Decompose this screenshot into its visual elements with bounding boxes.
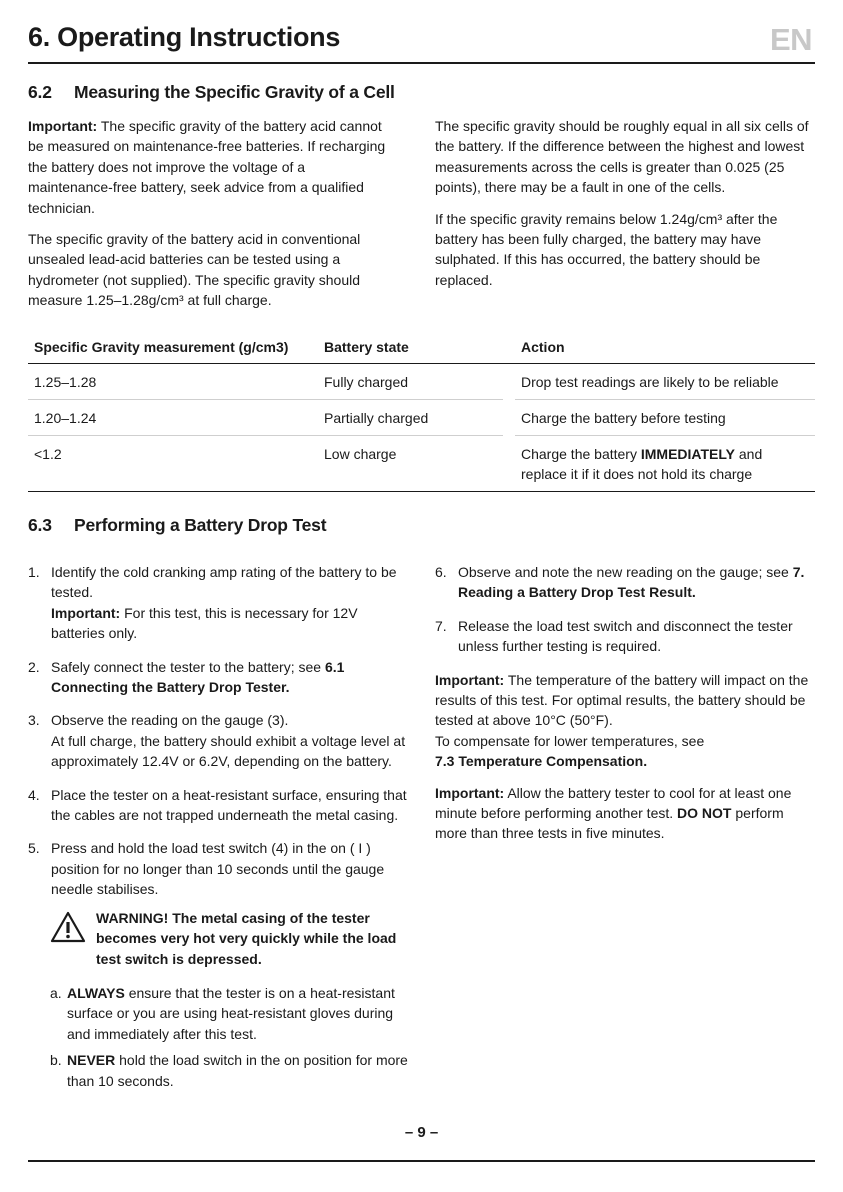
step-text: Observe and note the new reading on the gauge; see <box>458 564 793 580</box>
table-row <box>28 364 815 400</box>
section-number: 6.2 <box>28 82 52 102</box>
important-label: Important: <box>435 671 505 688</box>
step-text: Place the tester on a heat-resistant surface, ensuring that the cables are not trapped underneath the metal casing. <box>51 786 407 824</box>
list-item <box>28 562 408 644</box>
cross-reference: 6.1 Connecting the Battery Drop Tester. <box>51 658 345 696</box>
list-item <box>435 616 815 657</box>
paragraph-text: The specific gravity of the battery acid in conventional unsealed lead-acid batteries can be tested using a hydrometer (not supplied). The specific gravity should measure 1.25–1.28g/cm³ at full charge. <box>28 231 361 309</box>
language-tag: EN <box>770 22 813 57</box>
section-title: Performing a Battery Drop Test <box>74 515 327 535</box>
sg-cell: 1.25–1.28 <box>28 364 318 400</box>
step-text: Observe the reading on the gauge (3). <box>51 712 289 729</box>
table-header-row <box>28 333 815 364</box>
list-item <box>435 562 815 603</box>
list-item <box>28 657 408 698</box>
step-number: 1. <box>28 564 40 580</box>
page-number: – 9 – <box>404 1124 439 1141</box>
list-item <box>28 710 408 771</box>
action-text: Charge the battery <box>521 446 641 462</box>
table-row <box>28 400 815 436</box>
important-label: Important: <box>51 604 121 621</box>
section-title: Measuring the Specific Gravity of a Cell <box>74 82 395 102</box>
page-title: 6. Operating Instructions <box>28 22 341 52</box>
state-cell: Low charge <box>318 436 503 492</box>
title-divider <box>28 62 815 64</box>
step-text: At full charge, the battery should exhibit a voltage level at approximately 12.4V or 6.2V, depending on the battery. <box>51 732 406 770</box>
emphasis: NEVER <box>67 1052 116 1069</box>
column-header: Action <box>515 333 815 364</box>
sec62-left-column <box>28 116 393 311</box>
action-cell: Charge the battery before testing <box>515 400 815 436</box>
section-number: 6.3 <box>28 515 52 535</box>
warning-block <box>50 908 408 969</box>
step-text: Identify the cold cranking amp rating of the battery to be tested. <box>51 564 397 601</box>
important-note <box>435 783 815 844</box>
step-number: 2. <box>28 658 40 675</box>
paragraph-text: Allow the battery tester to cool for at least one minute before performing another test. <box>435 784 792 822</box>
state-cell: Partially charged <box>318 400 503 436</box>
cross-reference: 7.3 Temperature Compensation. <box>435 753 648 770</box>
footer-divider <box>28 1160 815 1162</box>
emphasis: DO NOT <box>677 805 732 822</box>
list-item <box>28 838 408 899</box>
paragraph-text: To compensate for lower temperatures, see <box>435 732 705 749</box>
warning-text: WARNING! The metal casing of the tester becomes very hot very quickly while the load test switch is depressed. <box>96 909 397 967</box>
paragraph: If the specific gravity remains below 1.24g/cm³ after the battery has been fully charged, the battery may have sulphated. If this has occurred, the battery should be replaced. <box>435 210 778 288</box>
steps-list <box>28 562 408 900</box>
sub-step-text: hold the load switch in the on position for more than 10 seconds. <box>67 1052 408 1089</box>
list-item <box>50 983 408 1044</box>
step-text: For this test, this is necessary for 12V batteries only. <box>51 604 358 642</box>
step-text: Release the load test switch and disconnect the tester unless further testing is required. <box>458 617 793 655</box>
table-row <box>28 436 815 492</box>
sg-cell: 1.20–1.24 <box>28 400 318 436</box>
step-number: 6. <box>435 564 447 580</box>
step-number: 7. <box>435 617 447 634</box>
sec63-left-column <box>28 562 408 1097</box>
section-6-3-heading <box>28 515 326 536</box>
warning-triangle-icon <box>50 911 86 943</box>
steps-list <box>435 562 815 657</box>
step-number: 4. <box>28 786 40 803</box>
section-6-2-heading <box>28 82 395 103</box>
sub-step-text: ensure that the tester is on a heat-resistant surface or you are using heat-resistant gloves during and immediately after this test. <box>67 984 395 1042</box>
paragraph: The specific gravity should be roughly equal in all six cells of the battery. If the difference between the highest and lowest measurements across the cells is greater than 0.025 (25 points), there may be a fault in one of the cells. <box>435 118 809 196</box>
paragraph <box>28 116 393 218</box>
important-label: Important: <box>28 118 98 134</box>
list-item <box>28 785 408 826</box>
important-note <box>435 670 815 772</box>
cross-reference: 7. Reading a Battery Drop Test Result. <box>458 564 805 601</box>
paragraph-text: The temperature of the battery will impact on the results of this test. For optimal results, the battery should be tested at above 10°C (50°F). <box>435 671 809 729</box>
step-text: Safely connect the tester to the battery; see <box>51 658 325 675</box>
emphasis: ALWAYS <box>67 984 125 1001</box>
paragraph <box>28 229 393 311</box>
action-cell: Drop test readings are likely to be reliable <box>515 364 815 400</box>
column-header: Battery state <box>318 333 503 364</box>
sg-cell: <1.2 <box>28 436 318 492</box>
step-number: 3. <box>28 712 40 729</box>
list-item <box>50 1050 408 1091</box>
state-cell: Fully charged <box>318 364 503 400</box>
paragraph-text: The specific gravity of the battery acid cannot be measured on maintenance-free batteries. If recharging the battery does not improve the voltage of a maintenance-free battery, seek advice from a qualified technician. <box>28 118 386 216</box>
paragraph-text: perform more than three tests in five minutes. <box>435 805 784 842</box>
action-text: and replace it if it does not hold its charge <box>521 446 763 482</box>
sub-step-letter: b. <box>50 1052 62 1069</box>
sub-step-letter: a. <box>50 984 62 1001</box>
action-emphasis: IMMEDIATELY <box>640 446 735 462</box>
action-cell <box>515 436 815 492</box>
sec62-right-column <box>435 116 815 290</box>
step-number: 5. <box>28 840 40 857</box>
important-label: Important: <box>435 784 505 801</box>
step-text: Press and hold the load test switch (4) in the on ( I ) position for no longer than 10 seconds until the gauge needle stabilises. <box>51 840 385 898</box>
sec63-right-column <box>435 562 815 844</box>
specific-gravity-table <box>28 333 815 492</box>
column-header: Specific Gravity measurement (g/cm3) <box>28 333 318 364</box>
